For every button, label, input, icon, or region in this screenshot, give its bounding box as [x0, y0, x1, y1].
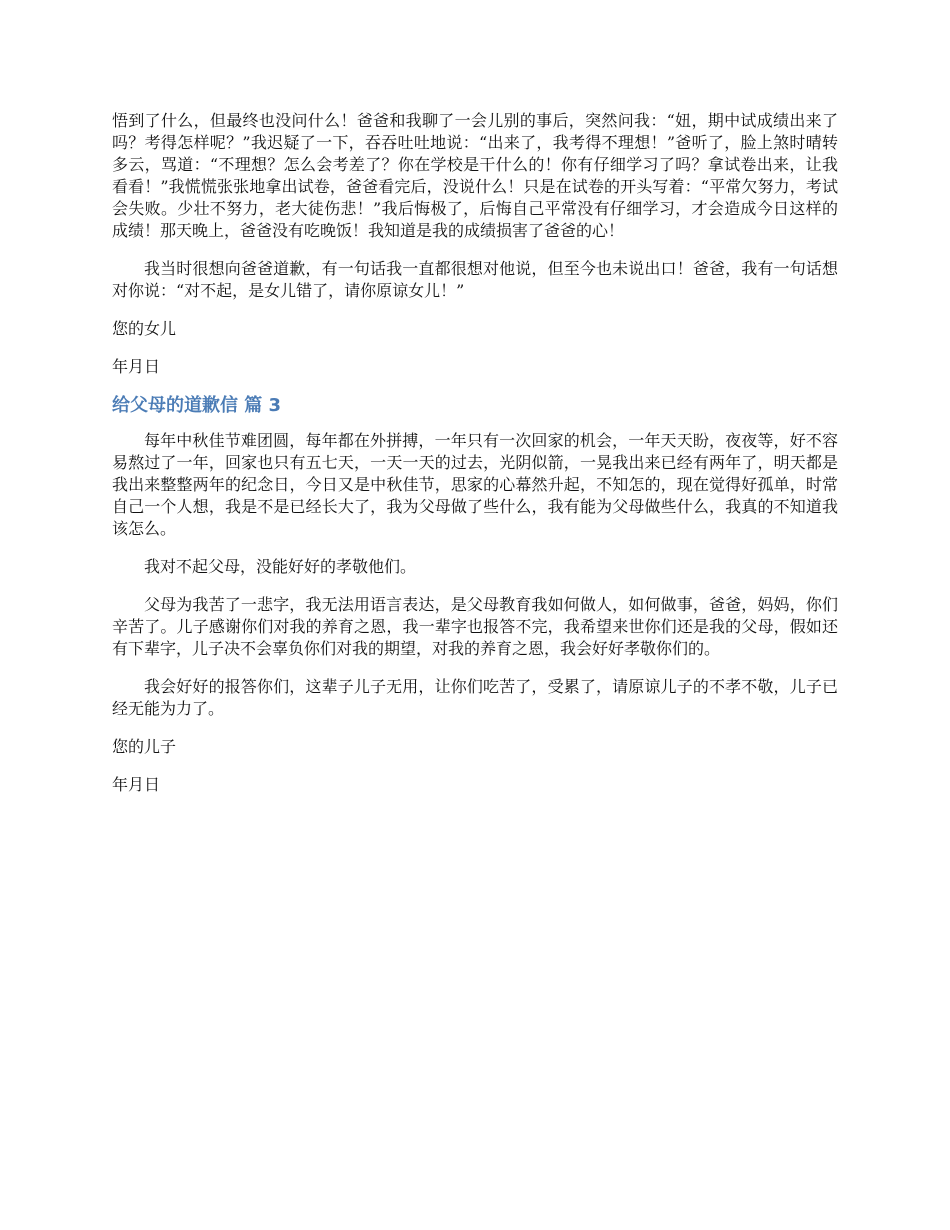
section3-heading: 给父母的道歉信 篇 3 [112, 395, 282, 416]
section3-paragraph-4: 我会好好的报答你们，这辈子儿子无用，让你们吃苦了，受累了，请原谅儿子的不孝不敬，儿子已经无能为力了。 [112, 677, 838, 718]
section2-paragraph-1: 悟到了什么，但最终也没问什么！爸爸和我聊了一会儿别的事后，突然问我：“妞，期中试成绩出来了吗？考得怎样呢？”我迟疑了一下，吞吞吐吐地说：“出来了，我考得不理想！”爸听了，脸上煞时晴转多云，骂道：“不理想？怎么会考差了？你在学校是干什么的！你有仔细学习了吗？拿试卷出来，让我看看！”我慌慌张张地拿出试卷，爸爸看完后，没说什么！只是在试卷的开头写着：“平常欠努力，考试会失败。少壮不努力，老大徒伤悲！”我后悔极了，后悔自己平常没有仔细学习，才会造成今日这样的成绩！那天晚上，爸爸没有吃晚饭！我知道是我的成绩损害了爸爸的心！ [112, 111, 838, 240]
section3-signature: 您的儿子 [112, 737, 177, 756]
section3-date: 年月日 [112, 775, 161, 794]
section3-paragraph-3: 父母为我苦了一悲字，我无法用语言表达，是父母教育我如何做人，如何做事，爸爸，妈妈，你们辛苦了。儿子感谢你们对我的养育之恩，我一辈字也报答不完，我希望来世你们还是我的父母，假如还有下辈字，儿子决不会辜负你们对我的期望，对我的养育之恩，我会好好孝敬你们的。 [112, 595, 838, 658]
section3-paragraph-2: 我对不起父母，没能好好的孝敬他们。 [144, 557, 417, 576]
section2-paragraph-2: 我当时很想向爸爸道歉，有一句话我一直都很想对他说，但至今也未说出口！爸爸，我有一句话想对你说：“对不起，是女儿错了，请你原谅女儿！” [112, 259, 838, 300]
section2-date: 年月日 [112, 357, 161, 376]
document-page [112, 110, 838, 812]
section3-paragraph-1: 每年中秋佳节难团圆，每年都在外拼搏，一年只有一次回家的机会，一年天天盼，夜夜等，好不容易熬过了一年，回家也只有五七天，一天一天的过去，光阴似箭，一晃我出来已经有两年了，明天都是我出来整整两年的纪念日，今日又是中秋佳节，思家的心幕然升起，不知怎的，现在觉得好孤单，时常自己一个人想，我是不是已经长大了，我为父母做了些什么，我有能为父母做些什么，我真的不知道我该怎么。 [112, 431, 838, 538]
section2-signature: 您的女儿 [112, 319, 177, 338]
